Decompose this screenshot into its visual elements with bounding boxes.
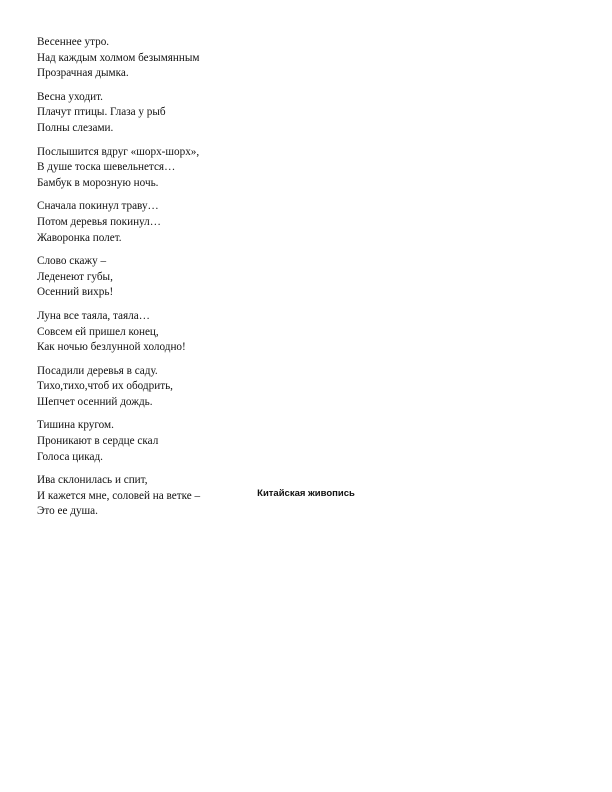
stanza [37, 309, 337, 356]
stanza [37, 35, 337, 82]
poem-line: Леденеют губы, [37, 270, 113, 283]
poem-line: Полны слезами. [37, 121, 114, 134]
poem-line: Над каждым холмом безымянным [37, 51, 200, 64]
poem-line: Шепчет осенний дождь. [37, 395, 153, 408]
poem-line: Бамбук в морозную ночь. [37, 176, 159, 189]
poem-line: Это ее душа. [37, 505, 98, 518]
poem-line: Осенний вихрь! [37, 286, 114, 299]
poem-line: Прозрачная дымка. [37, 67, 129, 80]
stanza [37, 418, 337, 465]
stanza [37, 199, 337, 246]
poem-line: Как ночью безлунной холодно! [37, 341, 186, 354]
poem-line: Весна уходит. [37, 90, 103, 103]
poem-line: Потом деревья покинул… [37, 215, 161, 228]
poem-line: Плачут птицы. Глаза у рыб [37, 106, 166, 119]
poem-line: Послышится вдруг «шорх-шорх», [37, 145, 200, 158]
stanza [37, 254, 337, 301]
poem-line: Тихо,тихо,чтоб их ободрить, [37, 380, 173, 393]
poem-line: Жаворонка полет. [37, 231, 122, 244]
poem-line: Проникают в сердце скал [37, 435, 159, 448]
caption: Китайская живопись [257, 488, 355, 499]
stanza [37, 90, 337, 137]
poem-line: Голоса цикад. [37, 450, 103, 463]
poem-collection [37, 35, 337, 528]
stanza [37, 364, 337, 411]
poem-line: В душе тоска шевельнется… [37, 161, 176, 174]
poem-line: Слово скажу – [37, 255, 107, 268]
poem-line: Посадили деревья в саду. [37, 364, 158, 377]
poem-line: Ива склонилась и спит, [37, 474, 148, 487]
stanza [37, 145, 337, 192]
poem-line: Тишина кругом. [37, 419, 114, 432]
poem-line: Луна все таяла, таяла… [37, 309, 150, 322]
poem-line: Весеннее утро. [37, 36, 110, 48]
poem-line: И кажется мне, соловей на ветке – [37, 489, 201, 502]
poem-line: Совсем ей пришел конец, [37, 325, 159, 338]
poem-line: Сначала покинул траву… [37, 200, 159, 213]
